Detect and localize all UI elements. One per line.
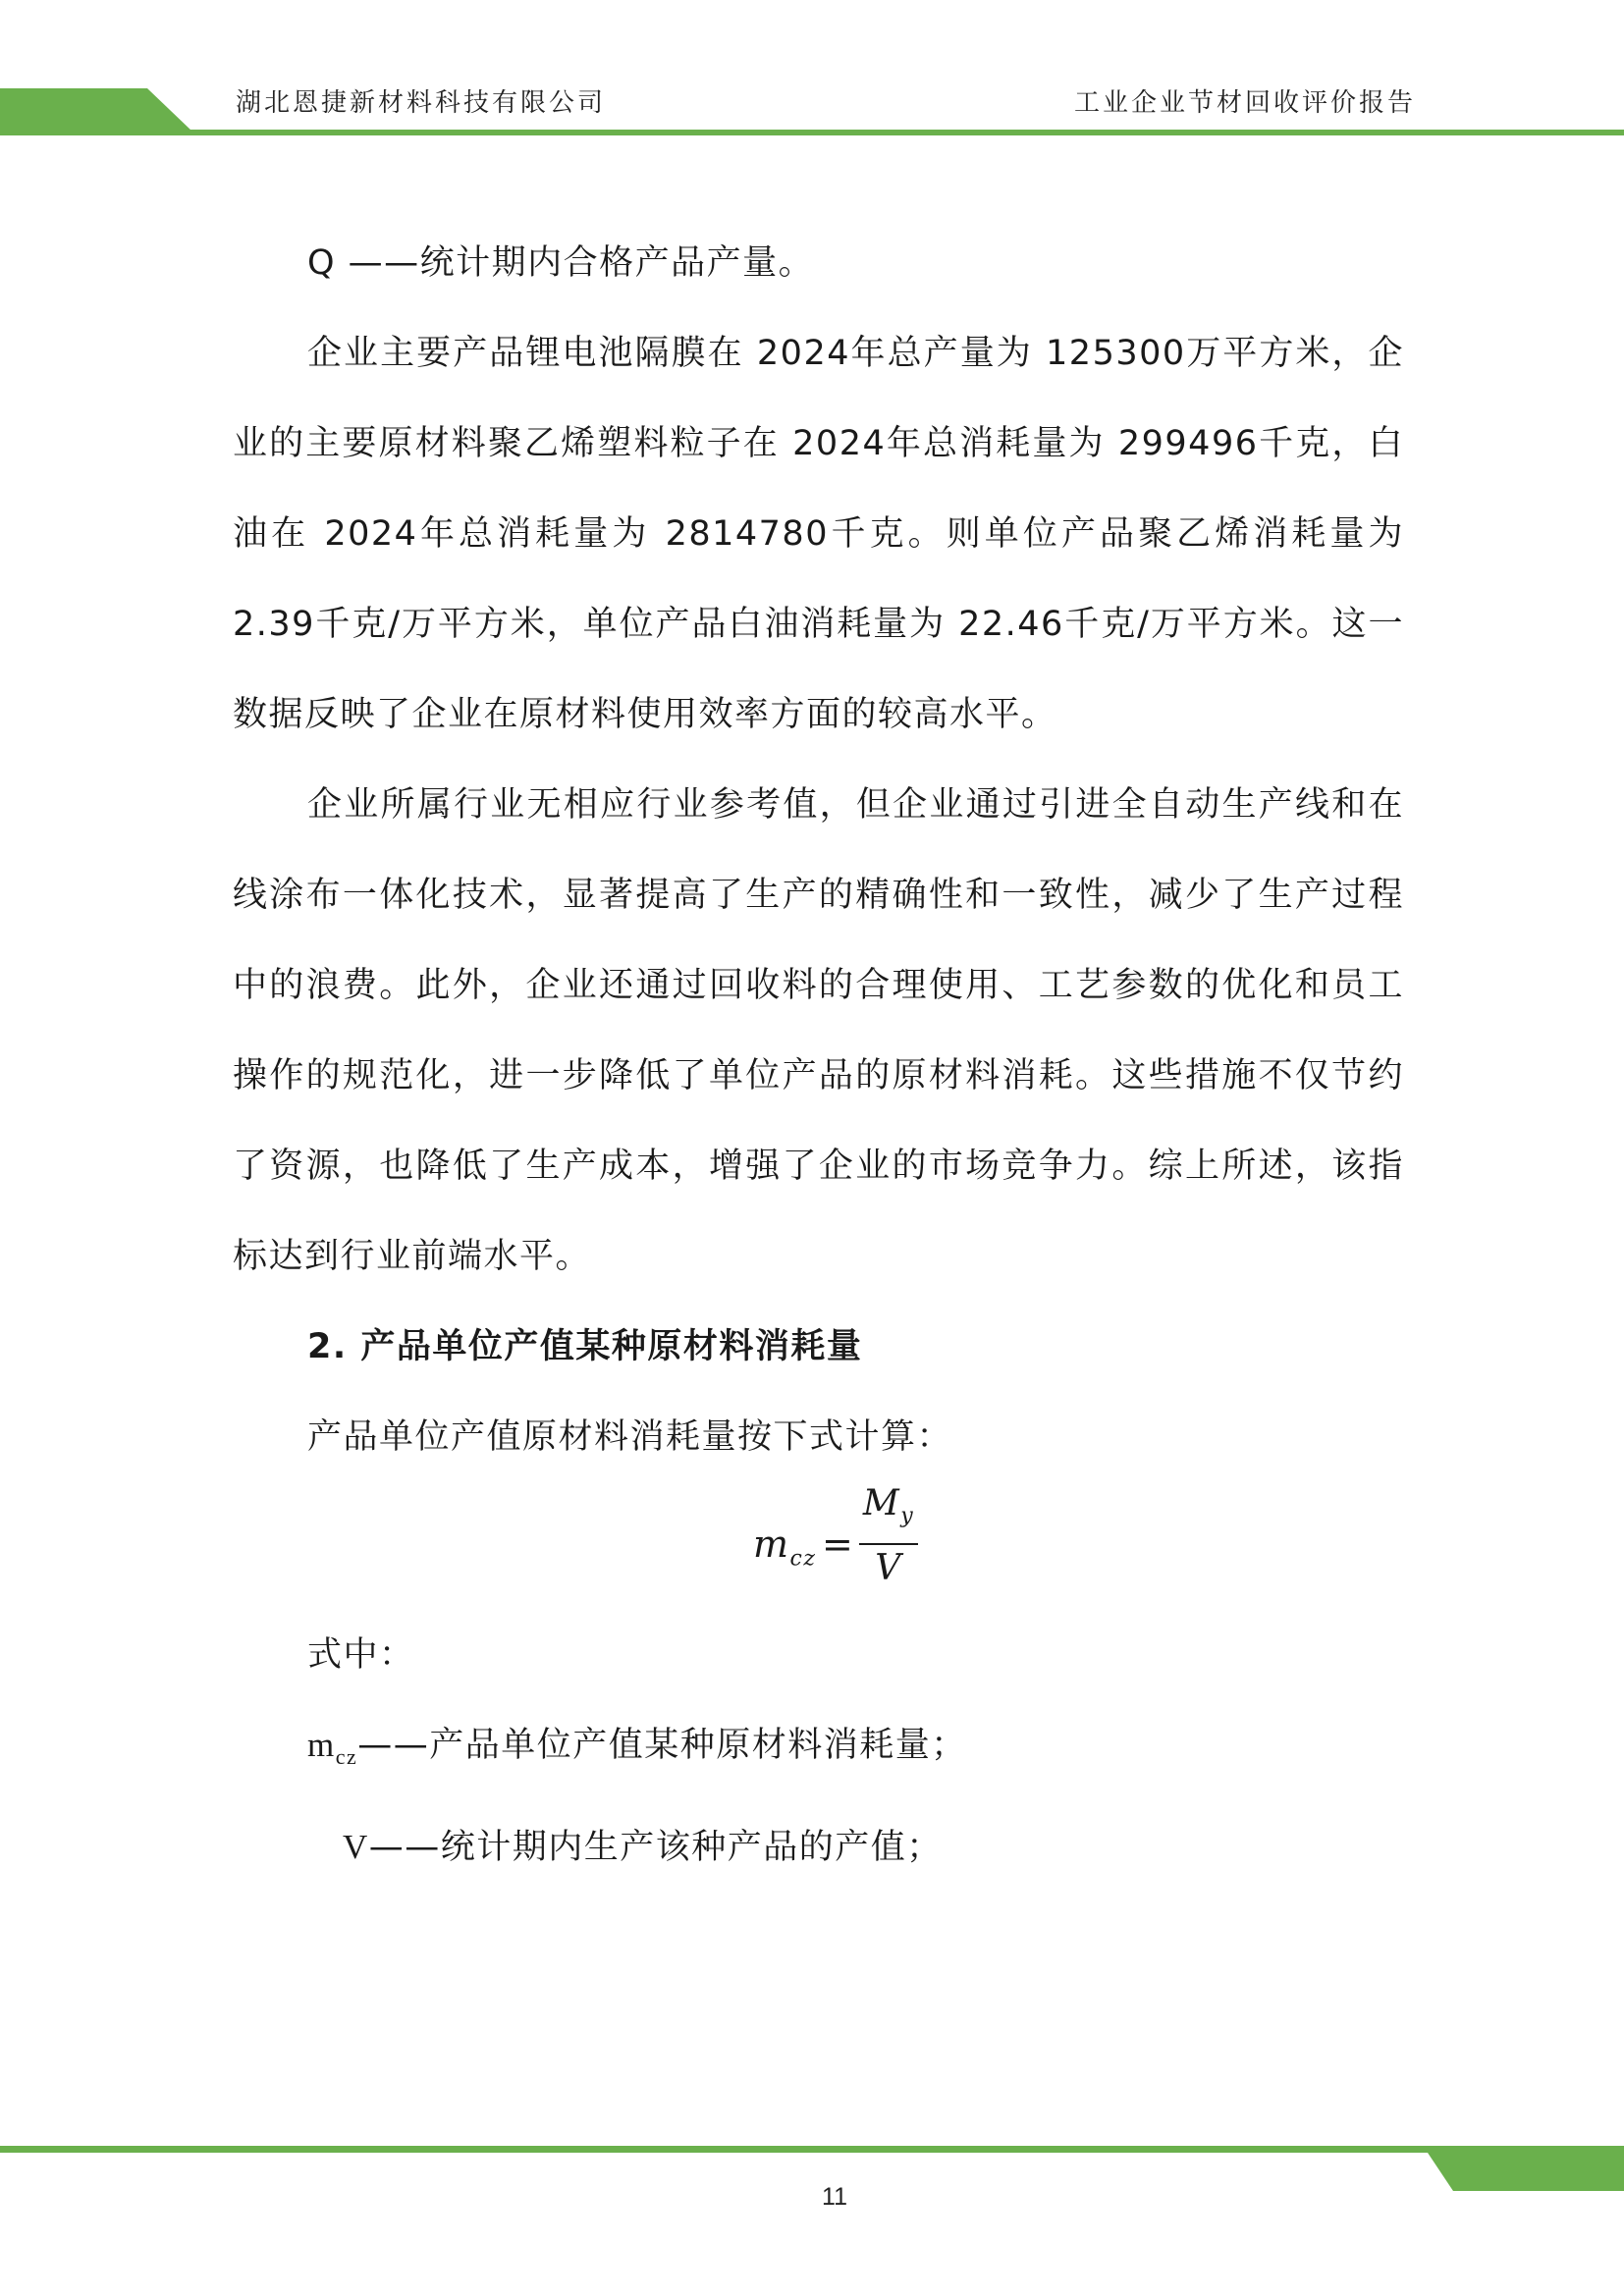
section-heading-2: 2. 产品单位产值某种原材料消耗量: [307, 1327, 863, 1366]
document-body: [233, 218, 1404, 1893]
formula-block: [233, 1482, 1404, 1610]
paragraph-material-consumption: 企业主要产品锂电池隔膜在 2024年总产量为 125300万平方米，企业的主要原材料聚乙烯塑料粒子在 2024年总消耗量为 299496千克，白油在 2024年总消耗量为 2814780千克。则单位产品聚乙烯消耗量为 2.39千克/万平方米，单位产品白油消耗量为 22.46千克/万平方米。这一数据反映了企业在原材料使用效率方面的较高水平。: [233, 334, 1404, 734]
header-company-name: 湖北恩捷新材料科技有限公司: [236, 88, 607, 118]
header-accent-shape: [0, 88, 192, 132]
formula-equals: =: [822, 1522, 855, 1566]
definition-m: $m_{cz}——$产品单位产值某种原材料消耗量；: [307, 1726, 967, 1769]
formula-denominator: V: [875, 1548, 902, 1588]
symbol-m: $m_{cz}$: [307, 1726, 358, 1769]
fraction-bar: [859, 1543, 918, 1545]
formula-lhs: $m_{cz}$: [753, 1522, 817, 1572]
header-report-title: 工业企业节材回收评价报告: [1073, 88, 1416, 118]
header-rule: [0, 130, 1624, 135]
paragraph-industry-level: 企业所属行业无相应行业参考值，但企业通过引进全自动生产线和在线涂布一体化技术，显著提高了生产的精确性和一致性，减少了生产过程中的浪费。此外，企业还通过回收料的合理使用、工艺参数的优化和员工操作的规范化，进一步降低了单位产品的原材料消耗。这些措施不仅节约了资源，也降低了生产成本，增强了企业的市场竞争力。综上所述，该指标达到行业前端水平。: [233, 785, 1404, 1276]
formula-numerator: $M_y$: [862, 1483, 915, 1529]
footer-rule: [0, 2146, 1624, 2153]
where-label: 式中：: [307, 1635, 415, 1675]
calculation-intro: 产品单位产值原材料消耗量按下式计算：: [307, 1417, 953, 1457]
definition-v: V——统计期内生产该种产品的产值；: [343, 1828, 943, 1867]
symbol-v: V: [343, 1828, 369, 1866]
q-definition: Q ——统计期内合格产品产量。: [307, 243, 815, 283]
page-number: 11: [822, 2183, 847, 2211]
